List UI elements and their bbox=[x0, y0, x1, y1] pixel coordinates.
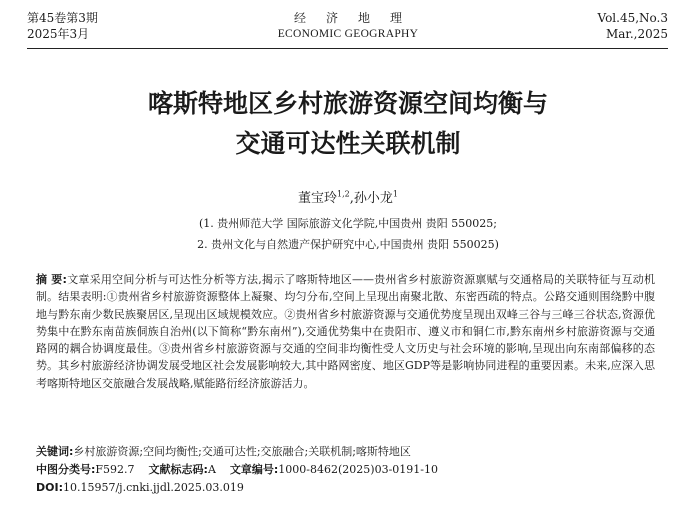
journal-name-cn: 经济地理 bbox=[293, 11, 422, 25]
abstract bbox=[36, 271, 655, 392]
clc-label: 中图分类号: bbox=[36, 463, 96, 476]
doc-code-label: 文献标志码: bbox=[148, 463, 208, 476]
issue-date-en: Mar.,2025 bbox=[605, 27, 668, 41]
issue-date: 2025年3月 bbox=[27, 27, 90, 41]
classification-line bbox=[36, 461, 438, 478]
author-separator: , bbox=[349, 191, 354, 206]
author-name: 董宝玲 bbox=[298, 191, 338, 206]
volume-issue-en: Vol.45,No.3 bbox=[597, 11, 668, 25]
keywords bbox=[36, 443, 411, 460]
author-list bbox=[0, 190, 696, 208]
header-right bbox=[598, 10, 669, 42]
keywords-label: 关键词: bbox=[36, 445, 74, 458]
affiliation-2: 2. 贵州文化与自然遗产保护研究中心,中国贵州 贵阳 550025) bbox=[197, 238, 499, 251]
header-rule bbox=[27, 48, 668, 49]
title-line-2: 交通可达性关联机制 bbox=[235, 129, 461, 158]
volume-issue: 第45卷第3期 bbox=[27, 11, 98, 25]
clc-value: F592.7 bbox=[95, 463, 135, 476]
doc-code-value: A bbox=[207, 463, 216, 476]
journal-name-en: ECONOMIC GEOGRAPHY bbox=[277, 28, 419, 40]
author-affiliation-mark: 1,2 bbox=[337, 189, 350, 199]
paper-title bbox=[0, 84, 696, 164]
doi-value[interactable]: 10.15957/j.cnki.jjdl.2025.03.019 bbox=[62, 481, 244, 494]
abstract-text: 文章采用空间分析与可达性分析等方法,揭示了喀斯特地区——贵州省乡村旅游资源禀赋与交通格局的关联特征与互动机制。结果表明:①贵州省乡村旅游资源整体上凝聚、均匀分布,空间上呈现出南聚北散、东密西疏的特点。公路交通则围绕黔中腹地与黔东南少数民族聚居区,呈现出区域规模效应。②贵州省乡村旅游资源与交通优势度呈现出双峰三谷与三峰三谷状态,资源优势集中在黔东南苗族侗族自治州(以下简称“黔东南州”),交通优势集中在贵阳市、遵义市和铜仁市,黔东南州乡村旅游资源与交通路网的耦合协调度最佳。③贵州省乡村旅游资源与交通的空间非均衡性受人文历史与社会环境的影响,呈现出向东南部偏移的态势。其乡村旅游经济协调发展受地区社会发展影响较大,其中路网密度、地区GDP等是影响协同进程的重要因素。未来,应深入思考喀斯特地区交旅融合发展战略,赋能路衍经济旅游活力。 bbox=[36, 273, 655, 390]
title-line-1: 喀斯特地区乡村旅游资源空间均衡与 bbox=[147, 89, 548, 118]
doi-line bbox=[36, 479, 244, 496]
article-number-label: 文章编号: bbox=[229, 463, 279, 476]
header-center bbox=[0, 10, 696, 42]
affiliation-1: (1. 贵州师范大学 国际旅游文化学院,中国贵州 贵阳 550025; bbox=[199, 217, 497, 230]
journal-header bbox=[0, 0, 696, 54]
doi-label: DOI: bbox=[36, 481, 63, 494]
article-number-value: 1000-8462(2025)03-0191-10 bbox=[278, 463, 439, 476]
abstract-label: 摘 要: bbox=[36, 273, 67, 286]
author-name: 孙小龙 bbox=[353, 191, 393, 206]
keywords-text: 乡村旅游资源;空间均衡性;交通可达性;交旅融合;关联机制;喀斯特地区 bbox=[73, 445, 411, 458]
author-affiliation-mark: 1 bbox=[392, 189, 398, 199]
